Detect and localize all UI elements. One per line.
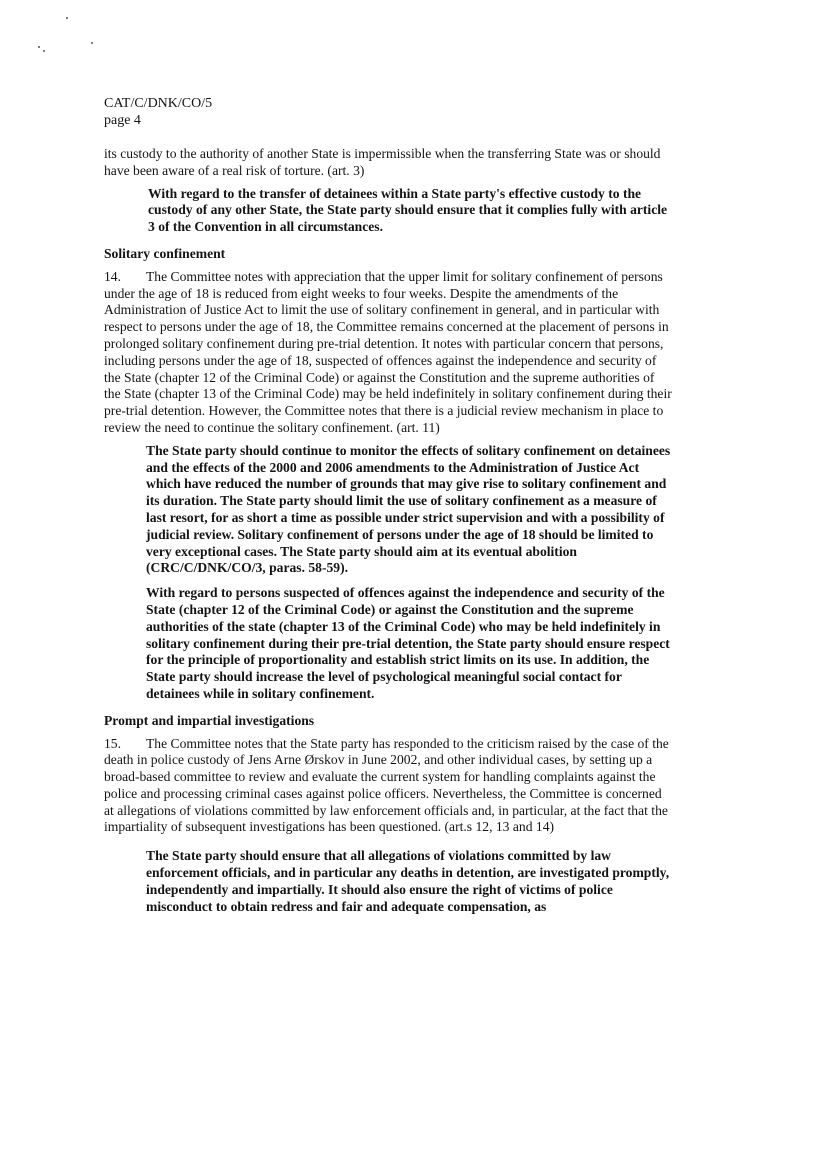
recommendation-transfer: With regard to the transfer of detainees within a State party's effective custody to the custody of any other State, the State party should ensure that it complies fully with article 3 of the Convention in all circumstances. — [148, 185, 668, 235]
recommendation-14-a: The State party should continue to monitor the effects of solitary confinement on detainees and the effects of the 2000 and 2006 amendments to the Administration of Justice Act which have reduced the number of grounds that may give rise to solitary confinement and its duration. The State party should limit the use of solitary confinement as a measure of last resort, for as short a time as possible under strict supervision and with a possibility of judicial review. Solitary confinement of persons under the age of 18 should be limited to very exceptional cases. The State party should aim at its eventual abolition (CRC/C/DNK/CO/3, paras. 58-59). — [146, 442, 671, 576]
continuation-paragraph: its custody to the authority of another State is impermissible when the transferring State was or should have been aware of a real risk of torture. (art. 3) — [104, 146, 661, 178]
paragraph-number: 14. — [104, 268, 121, 284]
scan-speck — [38, 46, 40, 48]
paragraph-14-text: The Committee notes with appreciation that the upper limit for solitary confinement of persons under the age of 18 is reduced from eight weeks to four weeks. Despite the amendments of the Administration of Justice Act to limit the use of solitary confinement in general, and in particular with respect to persons under the age of 18, the Committee remains concerned at the placement of persons in prolonged solitary confinement during pre-trial detention. It notes with particular concern that persons, including persons under the age of 18, suspected of offences against the independence and security of the State (chapter 12 of the Criminal Code) or against the Constitution and the supreme authorities of the State (chapter 13 of the Criminal Code) may be held indefinitely in solitary confinement during their pre-trial detention. However, the Committee notes that there is a judicial review mechanism in place to review the need to continue the solitary confinement. (art. 11) — [104, 268, 672, 435]
scan-speck — [91, 42, 93, 44]
section-heading-solitary: Solitary confinement — [104, 245, 226, 261]
paragraph-15 — [104, 736, 674, 837]
scan-speck — [43, 50, 45, 52]
document-symbol: CAT/C/DNK/CO/5 — [104, 96, 213, 111]
page-header — [104, 95, 212, 129]
paragraph-number: 15. — [104, 735, 121, 751]
document-body — [104, 146, 674, 915]
scan-speck — [66, 17, 68, 19]
section-heading-investigations: Prompt and impartial investigations — [104, 712, 315, 728]
paragraph-15-text: The Committee notes that the State party has responded to the criticism raised by the case of the death in police custody of Jens Arne Ørskov in June 2002, and other individual cases, by setting up a broad-based committee to review and evaluate the current system for handling complaints against the police and processing criminal cases against police officers. Nevertheless, the Committee is concerned at allegations of violations committed by law enforcement officials and, in particular, at the fact that the impartiality of subsequent investigations has been questioned. (art.s 12, 13 and 14) — [104, 735, 669, 835]
page-number: page 4 — [104, 113, 141, 128]
recommendation-15: The State party should ensure that all allegations of violations committed by law enforcement officials, and in particular any deaths in detention, are investigated promptly, independently and impartially. It should also ensure the right of victims of police misconduct to obtain redress and fair and adequate compensation, as — [146, 848, 670, 914]
recommendation-14-b: With regard to persons suspected of offences against the independence and security of the State (chapter 12 of the Criminal Code) or against the Constitution and the supreme authorities of the state (chapter 13 of the Criminal Code) who may be held indefinitely in solitary confinement during their pre-trial detention, the State party should ensure respect for the principle of proportionality and establish strict limits on its use. In addition, the State party should increase the level of psychological meaningful social contact for detainees while in solitary confinement. — [146, 585, 670, 701]
paragraph-14 — [104, 269, 674, 437]
